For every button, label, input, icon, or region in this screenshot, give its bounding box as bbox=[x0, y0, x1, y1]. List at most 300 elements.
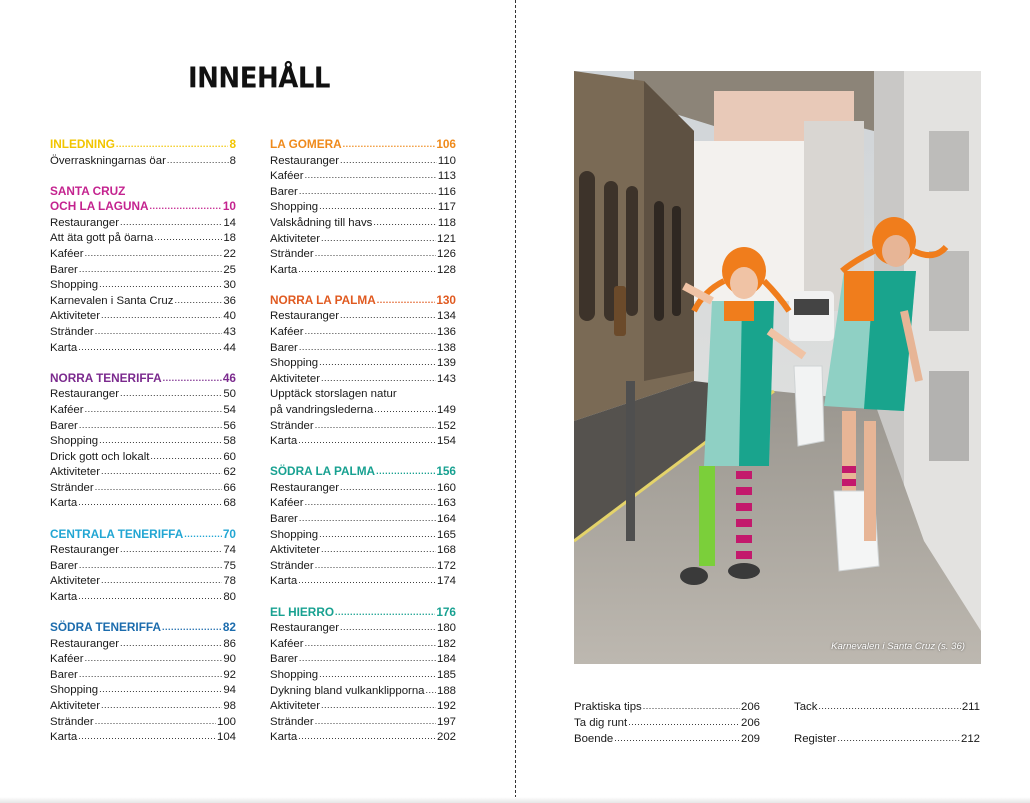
toc-section-heading[interactable] bbox=[50, 620, 236, 637]
toc-section-heading-line[interactable] bbox=[50, 184, 236, 200]
toc-entry-title: Shopping bbox=[270, 668, 319, 681]
dot-leader bbox=[335, 604, 435, 621]
toc-entry-title: Karta bbox=[270, 263, 298, 276]
toc-entry-page-number: 152 bbox=[436, 419, 456, 432]
toc-entry[interactable] bbox=[50, 341, 236, 357]
toc-entry-page-number: 80 bbox=[223, 590, 236, 603]
appendix-entry[interactable] bbox=[794, 731, 980, 747]
toc-section-heading[interactable] bbox=[50, 137, 236, 154]
dot-leader bbox=[95, 480, 223, 496]
toc-entry-title: Stränder bbox=[270, 715, 314, 728]
toc-entry-page-number: 30 bbox=[223, 279, 236, 292]
appendix-entry-title: Boende bbox=[574, 733, 614, 745]
toc-entry-page-number: 143 bbox=[436, 372, 456, 385]
toc-entry-title: Barer bbox=[50, 419, 78, 432]
toc-entry[interactable] bbox=[50, 730, 236, 746]
toc-entry[interactable] bbox=[270, 216, 456, 232]
toc-section-heading[interactable] bbox=[50, 199, 236, 216]
dot-leader bbox=[818, 698, 960, 714]
appendix-entry[interactable] bbox=[574, 699, 760, 715]
toc-entry-page-number: 14 bbox=[223, 216, 236, 229]
toc-entry-title: Kaféer bbox=[270, 637, 304, 650]
toc-entry[interactable] bbox=[50, 403, 236, 419]
dot-leader bbox=[305, 495, 436, 511]
toc-entry[interactable] bbox=[50, 450, 236, 466]
toc-entry[interactable] bbox=[270, 387, 456, 403]
toc-entry-title: Kaféer bbox=[270, 170, 304, 183]
toc-section-heading-title: NORRA LA PALMA bbox=[270, 292, 376, 307]
toc-entry-title: Valskådning till havs bbox=[270, 216, 373, 229]
toc-entry-page-number: 184 bbox=[436, 653, 456, 666]
toc-entry[interactable] bbox=[270, 668, 456, 684]
toc-entry-title: Stränder bbox=[270, 248, 314, 261]
dot-leader bbox=[116, 136, 229, 153]
toc-column-left bbox=[50, 137, 236, 760]
toc-entry-title: Restauranger bbox=[50, 216, 120, 229]
toc-entry-title: Karnevalen i Santa Cruz bbox=[50, 294, 174, 307]
toc-entry-page-number: 75 bbox=[223, 559, 236, 572]
toc-section-heading[interactable] bbox=[270, 605, 456, 622]
toc-entry[interactable] bbox=[270, 419, 456, 435]
dot-leader bbox=[340, 620, 436, 636]
dot-leader bbox=[321, 371, 436, 387]
dot-leader bbox=[167, 153, 229, 169]
dot-leader bbox=[305, 324, 436, 340]
toc-entry-title: Barer bbox=[50, 668, 78, 681]
dot-leader bbox=[99, 433, 222, 449]
toc-entry[interactable] bbox=[50, 387, 236, 403]
appendix-entry-page-number: 212 bbox=[960, 733, 980, 745]
toc-section bbox=[50, 137, 236, 169]
toc-entry[interactable] bbox=[50, 652, 236, 668]
toc-entry-page-number: 54 bbox=[223, 403, 236, 416]
toc-entry[interactable] bbox=[50, 419, 236, 435]
dot-leader bbox=[120, 542, 222, 558]
toc-entry[interactable] bbox=[270, 185, 456, 201]
spacer bbox=[794, 715, 980, 731]
toc-entry-page-number: 62 bbox=[223, 466, 236, 479]
toc-entry-page-number: 116 bbox=[437, 185, 456, 198]
dot-leader bbox=[95, 324, 223, 340]
toc-entry[interactable] bbox=[50, 699, 236, 715]
toc-entry[interactable] bbox=[270, 169, 456, 185]
toc-entry-title: Karta bbox=[270, 575, 298, 588]
toc-section-heading-page-number: 156 bbox=[436, 464, 456, 479]
toc-entry-page-number: 136 bbox=[436, 326, 456, 339]
page-title: INNEHÅLL bbox=[188, 62, 330, 96]
toc-entry-page-number: 188 bbox=[436, 684, 456, 697]
toc-entry[interactable] bbox=[50, 263, 236, 279]
dot-leader bbox=[174, 293, 222, 309]
carnival-photo-illustration bbox=[574, 71, 981, 664]
toc-entry-title: Karta bbox=[270, 435, 298, 448]
toc-entry-page-number: 25 bbox=[223, 263, 236, 276]
toc-entry-page-number: 113 bbox=[437, 170, 456, 183]
toc-entry-title: Drick gott och lokalt bbox=[50, 450, 150, 463]
toc-entry-title: Kaféer bbox=[270, 497, 304, 510]
dot-leader bbox=[319, 667, 436, 683]
toc-entry-page-number: 117 bbox=[437, 201, 456, 214]
toc-entry-title: Restauranger bbox=[50, 388, 120, 401]
dot-leader bbox=[299, 340, 436, 356]
toc-section-heading[interactable] bbox=[270, 464, 456, 481]
toc-entry[interactable] bbox=[50, 683, 236, 699]
toc-entry-title: Shopping bbox=[270, 201, 319, 214]
dot-leader bbox=[321, 231, 436, 247]
toc-section-heading[interactable] bbox=[50, 371, 236, 388]
toc-entry-title: Aktiviteter bbox=[270, 232, 321, 245]
dot-leader bbox=[79, 418, 222, 434]
toc-entry-title: Shopping bbox=[50, 435, 99, 448]
toc-entry-title: Karta bbox=[50, 590, 78, 603]
dot-leader bbox=[120, 215, 222, 231]
toc-entry-page-number: 66 bbox=[223, 481, 236, 494]
toc-entry-title: Upptäck storslagen natur bbox=[270, 388, 397, 401]
toc-section-heading-title: LA GOMERA bbox=[270, 137, 342, 151]
toc-entry-title: Kaféer bbox=[50, 248, 84, 261]
toc-entry-page-number: 128 bbox=[436, 263, 456, 276]
dot-leader bbox=[154, 230, 222, 246]
dot-leader bbox=[321, 698, 436, 714]
toc-entry-page-number: 202 bbox=[436, 731, 456, 744]
toc-entry-title: Karta bbox=[50, 731, 78, 744]
toc-entry-title: Shopping bbox=[50, 684, 99, 697]
dot-leader bbox=[837, 730, 960, 746]
toc-entry-page-number: 78 bbox=[223, 575, 236, 588]
toc-entry[interactable] bbox=[50, 309, 236, 325]
dot-leader bbox=[150, 449, 222, 465]
toc-entry[interactable] bbox=[50, 325, 236, 341]
toc-section bbox=[270, 293, 456, 450]
toc-entry-title: Restauranger bbox=[270, 622, 340, 635]
toc-section bbox=[50, 620, 236, 746]
dot-leader bbox=[78, 589, 222, 605]
appendix-column-left bbox=[574, 699, 760, 747]
toc-entry-title: Barer bbox=[270, 653, 298, 666]
toc-section bbox=[270, 137, 456, 278]
dot-leader bbox=[315, 714, 436, 730]
dot-leader bbox=[79, 262, 222, 278]
dot-leader bbox=[162, 619, 222, 636]
dot-leader bbox=[99, 277, 222, 293]
toc-entry-page-number: 138 bbox=[436, 341, 456, 354]
toc-entry-title: Aktiviteter bbox=[270, 372, 321, 385]
toc-entry[interactable] bbox=[270, 637, 456, 653]
toc-entry[interactable] bbox=[50, 247, 236, 263]
toc-entry-page-number: 100 bbox=[216, 715, 236, 728]
toc-entry-title: Kaféer bbox=[270, 326, 304, 339]
toc-entry-page-number: 168 bbox=[436, 544, 456, 557]
toc-entry-page-number: 126 bbox=[436, 248, 456, 261]
toc-section-heading-title: SÖDRA LA PALMA bbox=[270, 464, 376, 479]
dot-leader bbox=[299, 651, 436, 667]
toc-entry[interactable] bbox=[270, 372, 456, 388]
toc-entry[interactable] bbox=[270, 559, 456, 575]
toc-entry[interactable] bbox=[270, 496, 456, 512]
toc-entry-title: Karta bbox=[270, 731, 298, 744]
toc-entry-page-number: 94 bbox=[223, 684, 236, 697]
toc-entry[interactable] bbox=[270, 528, 456, 544]
toc-entry-page-number: 197 bbox=[436, 715, 456, 728]
toc-entry-page-number: 172 bbox=[436, 559, 456, 572]
toc-entry-page-number: 104 bbox=[216, 731, 236, 744]
dot-leader bbox=[299, 184, 437, 200]
toc-entry-page-number: 60 bbox=[223, 450, 236, 463]
toc-entry[interactable] bbox=[270, 574, 456, 590]
toc-section bbox=[50, 527, 236, 606]
appendix-entry-page-number: 211 bbox=[961, 701, 980, 713]
toc-entry[interactable] bbox=[270, 730, 456, 746]
toc-entry-title: Barer bbox=[270, 341, 298, 354]
book-spine-divider bbox=[515, 0, 516, 803]
toc-entry-page-number: 174 bbox=[436, 575, 456, 588]
toc-entry-title: Aktiviteter bbox=[50, 575, 101, 588]
dot-leader bbox=[319, 199, 437, 215]
toc-entry-title: Shopping bbox=[50, 279, 99, 292]
toc-entry-page-number: 68 bbox=[223, 497, 236, 510]
appendix-entry-page-number: 206 bbox=[740, 717, 760, 729]
toc-entry[interactable] bbox=[50, 434, 236, 450]
dot-leader bbox=[298, 573, 436, 589]
toc-section-heading[interactable] bbox=[270, 137, 456, 154]
toc-section bbox=[50, 371, 236, 512]
toc-entry-title: Restauranger bbox=[50, 544, 120, 557]
toc-section bbox=[50, 184, 236, 357]
appendix-entry-title: Praktiska tips bbox=[574, 701, 642, 713]
toc-entry-page-number: 86 bbox=[223, 637, 236, 650]
toc-entry[interactable] bbox=[270, 512, 456, 528]
toc-entry-page-number: 50 bbox=[223, 388, 236, 401]
toc-entry[interactable] bbox=[270, 356, 456, 372]
toc-entry[interactable] bbox=[270, 325, 456, 341]
toc-entry[interactable] bbox=[270, 543, 456, 559]
dot-leader bbox=[319, 527, 436, 543]
dot-leader bbox=[315, 246, 436, 262]
toc-entry-page-number: 22 bbox=[223, 248, 236, 261]
toc-entry-page-number: 192 bbox=[436, 700, 456, 713]
toc-entry[interactable] bbox=[270, 154, 456, 170]
toc-entry-title: Stränder bbox=[50, 326, 94, 339]
toc-entry-title: Kaféer bbox=[50, 653, 84, 666]
toc-entry[interactable] bbox=[50, 559, 236, 575]
toc-entry-page-number: 36 bbox=[223, 294, 236, 307]
dot-leader bbox=[79, 667, 222, 683]
appendix-entry-page-number: 209 bbox=[740, 733, 760, 745]
dot-leader bbox=[426, 683, 436, 699]
toc-entry[interactable] bbox=[270, 621, 456, 637]
toc-entry[interactable] bbox=[270, 232, 456, 248]
toc-entry-page-number: 121 bbox=[436, 232, 456, 245]
toc-entry-page-number: 98 bbox=[223, 700, 236, 712]
toc-entry[interactable] bbox=[50, 496, 236, 512]
toc-section-heading-page-number: 176 bbox=[436, 604, 456, 619]
dot-leader bbox=[643, 698, 740, 714]
toc-entry[interactable] bbox=[50, 668, 236, 684]
toc-entry-title: Kaféer bbox=[50, 403, 84, 416]
toc-entry[interactable] bbox=[270, 684, 456, 700]
toc-entry-page-number: 139 bbox=[436, 357, 456, 370]
toc-entry-page-number: 90 bbox=[223, 653, 236, 666]
toc-entry-page-number: 149 bbox=[436, 404, 456, 416]
toc-entry-title: Aktiviteter bbox=[270, 700, 321, 713]
appendix-entry[interactable] bbox=[794, 699, 980, 715]
toc-entry[interactable] bbox=[50, 590, 236, 606]
toc-entry-title: Att äta gott på öarna bbox=[50, 232, 154, 245]
toc-entry-title: på vandringslederna bbox=[270, 404, 374, 416]
toc-entry-page-number: 43 bbox=[223, 326, 236, 339]
toc-section-heading-title: SÖDRA TENERIFFA bbox=[50, 620, 161, 635]
dot-leader bbox=[373, 215, 436, 231]
dot-leader bbox=[101, 573, 222, 589]
dot-leader bbox=[305, 168, 437, 184]
toc-entry[interactable] bbox=[270, 403, 456, 419]
dot-leader bbox=[298, 729, 436, 745]
photo-caption: Karnevalen i Santa Cruz (s. 36) bbox=[831, 641, 965, 652]
dot-leader bbox=[319, 355, 436, 371]
appendix-entry-title: Tack bbox=[794, 701, 818, 713]
toc-entry-page-number: 134 bbox=[436, 310, 456, 323]
dot-leader bbox=[305, 636, 436, 652]
dot-leader bbox=[85, 651, 223, 667]
dot-leader bbox=[340, 153, 437, 169]
toc-entry[interactable] bbox=[50, 481, 236, 497]
toc-entry-title: Karta bbox=[50, 497, 78, 510]
toc-entry[interactable] bbox=[270, 341, 456, 357]
toc-entry[interactable] bbox=[50, 231, 236, 247]
toc-entry[interactable] bbox=[50, 216, 236, 232]
toc-entry[interactable] bbox=[50, 154, 236, 170]
toc-entry[interactable] bbox=[50, 574, 236, 590]
toc-entry-title: Stränder bbox=[50, 481, 94, 494]
appendix-entry[interactable] bbox=[574, 731, 760, 747]
toc-section-heading-title: OCH LA LAGUNA bbox=[50, 199, 149, 214]
appendix-entry-title: Ta dig runt bbox=[574, 717, 628, 729]
toc-section bbox=[270, 464, 456, 590]
toc-entry[interactable] bbox=[50, 637, 236, 653]
toc-entry-page-number: 58 bbox=[223, 435, 236, 448]
toc-entry-page-number: 74 bbox=[223, 544, 236, 557]
toc-section-heading-page-number: 106 bbox=[436, 137, 456, 151]
dot-leader bbox=[120, 386, 222, 402]
carnival-photo bbox=[574, 71, 981, 664]
dot-leader bbox=[101, 464, 222, 480]
dot-leader bbox=[321, 542, 436, 558]
toc-entry[interactable] bbox=[270, 652, 456, 668]
toc-entry-page-number: 40 bbox=[223, 310, 236, 323]
dot-leader bbox=[78, 495, 222, 511]
toc-entry-page-number: 8 bbox=[229, 154, 236, 167]
toc-section bbox=[270, 605, 456, 746]
toc-entry[interactable] bbox=[270, 309, 456, 325]
toc-section-heading-page-number: 130 bbox=[436, 292, 456, 307]
toc-entry[interactable] bbox=[270, 263, 456, 279]
dot-leader bbox=[150, 198, 222, 215]
dot-leader bbox=[163, 370, 222, 387]
toc-entry-page-number: 185 bbox=[436, 668, 456, 681]
dot-leader bbox=[298, 262, 436, 278]
toc-entry-page-number: 182 bbox=[436, 637, 456, 650]
toc-entry-title: Aktiviteter bbox=[270, 544, 321, 557]
toc-entry-title: Barer bbox=[270, 513, 298, 526]
dot-leader bbox=[614, 730, 740, 746]
appendix-column-right bbox=[794, 699, 980, 747]
dot-leader bbox=[85, 402, 223, 418]
toc-entry-title: Aktiviteter bbox=[50, 466, 101, 479]
toc-entry[interactable] bbox=[270, 481, 456, 497]
toc-entry[interactable] bbox=[270, 715, 456, 731]
toc-entry[interactable] bbox=[50, 543, 236, 559]
toc-entry-page-number: 163 bbox=[436, 497, 456, 510]
toc-entry-page-number: 154 bbox=[436, 435, 456, 448]
toc-section-heading-page-number: 82 bbox=[222, 620, 236, 635]
toc-entry-title: Överraskningarnas öar bbox=[50, 154, 166, 167]
toc-section-heading-page-number: 70 bbox=[222, 526, 236, 541]
dot-leader bbox=[340, 308, 436, 324]
toc-section-heading[interactable] bbox=[270, 293, 456, 310]
toc-entry-title: Aktiviteter bbox=[50, 700, 101, 712]
toc-entry-title: Aktiviteter bbox=[50, 310, 101, 323]
toc-entry-page-number: 18 bbox=[223, 232, 236, 245]
toc-entry-title: Barer bbox=[50, 263, 78, 276]
dot-leader bbox=[298, 433, 436, 449]
toc-entry[interactable] bbox=[50, 294, 236, 310]
toc-entry-title: Restauranger bbox=[270, 310, 340, 323]
toc-entry-title: Restauranger bbox=[50, 637, 120, 650]
toc-section-heading-title: INLEDNING bbox=[50, 137, 115, 151]
toc-entry[interactable] bbox=[270, 434, 456, 450]
appendix-entry-page-number: 206 bbox=[740, 701, 760, 713]
toc-section-heading-page-number: 8 bbox=[229, 137, 236, 151]
toc-entry-page-number: 118 bbox=[437, 216, 456, 229]
dot-leader bbox=[79, 558, 222, 574]
dot-leader bbox=[374, 402, 436, 418]
toc-entry[interactable] bbox=[270, 699, 456, 715]
toc-entry[interactable] bbox=[50, 715, 236, 731]
dot-leader bbox=[78, 340, 222, 356]
dot-leader bbox=[99, 682, 222, 698]
toc-section-heading[interactable] bbox=[50, 527, 236, 544]
dot-leader bbox=[315, 558, 436, 574]
toc-entry-page-number: 180 bbox=[436, 622, 456, 635]
toc-entry-title: Dykning bland vulkanklipporna bbox=[270, 684, 425, 697]
page-bottom-shadow bbox=[0, 797, 1030, 803]
appendix-entry[interactable] bbox=[574, 715, 760, 731]
dot-leader bbox=[343, 136, 436, 153]
toc-entry-title: Shopping bbox=[270, 357, 319, 370]
toc-section-heading-page-number: 10 bbox=[222, 199, 236, 214]
toc-entry-title: Stränder bbox=[270, 559, 314, 572]
toc-entry[interactable] bbox=[270, 200, 456, 216]
toc-entry[interactable] bbox=[50, 465, 236, 481]
dot-leader bbox=[377, 292, 436, 309]
dot-leader bbox=[78, 729, 216, 745]
dot-leader bbox=[85, 246, 223, 262]
toc-entry-page-number: 164 bbox=[436, 513, 456, 526]
appendix-entry-title: Register bbox=[794, 733, 837, 745]
toc-entry-title: Barer bbox=[50, 559, 78, 572]
toc-entry-page-number: 160 bbox=[436, 481, 456, 494]
toc-entry[interactable] bbox=[270, 247, 456, 263]
toc-entry-title: Stränder bbox=[50, 715, 94, 728]
dot-leader bbox=[120, 636, 222, 652]
dot-leader bbox=[184, 526, 222, 543]
toc-entry[interactable] bbox=[50, 278, 236, 294]
toc-entry-page-number: 165 bbox=[436, 528, 456, 541]
dot-leader bbox=[95, 714, 216, 730]
toc-entry-title: Restauranger bbox=[270, 154, 340, 167]
toc-entry-title: Karta bbox=[50, 341, 78, 354]
toc-column-right bbox=[270, 137, 456, 760]
